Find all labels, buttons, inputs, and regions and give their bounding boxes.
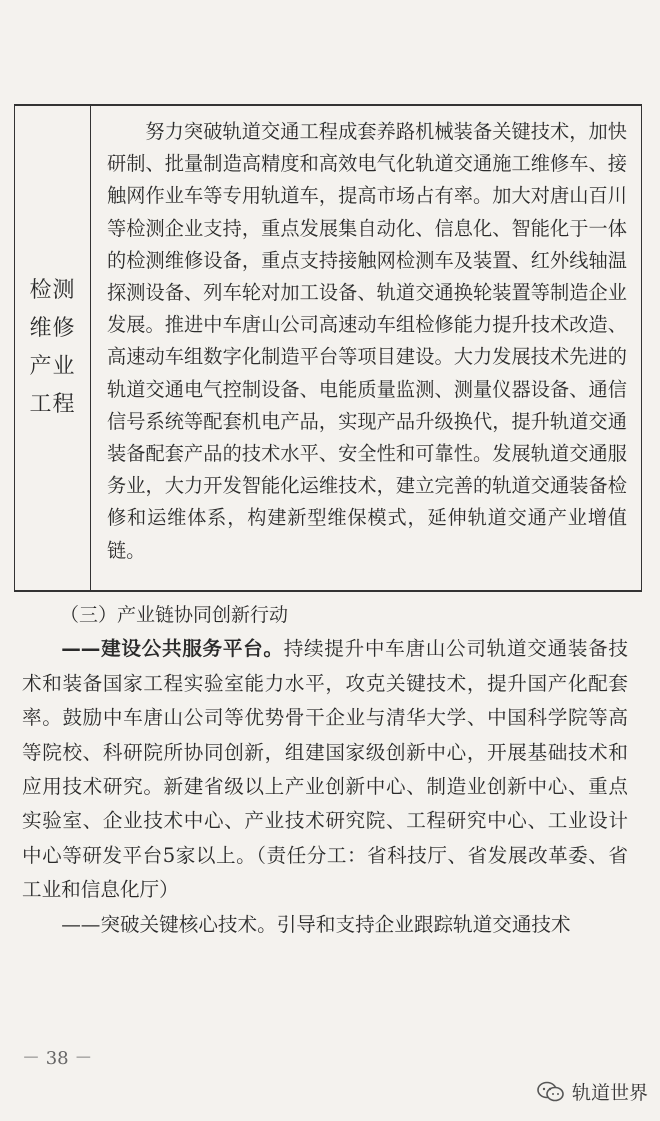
item-title: ——建设公共服务平台。: [61, 637, 284, 661]
item-body: 引导和支持企业跟踪轨道交通技术: [276, 912, 571, 936]
watermark: [536, 1078, 648, 1105]
item-title: ——突破关键核心技术。: [61, 912, 277, 936]
table-content: 努力突破轨道交通工程成套养路机械装备关键技术，加快研制、批量制造高精度和高效电气化轨道交通施工维修车、接触网作业车等专用轨道车，提高市场占有率。加大对唐山百川等检测企业支持，重点发展集自动化、信息化、智能化于一体的检测维修设备，重点支持接触网检测车及装置、红外线轴温探测设备、列车轮对加工设备、轨道交通换轮装置等制造企业发展。推进中车唐山公司高速动车组检修能力提升技术改造、高速动车组数字化制造平台等项目建设。大力发展技术先进的轨道交通电气控制设备、电能质量监测、测量仪器设备、通信信号系统等配套机电产品，实现产品升级换代，提升轨道交通装备配套产品的技术水平、安全性和可靠性。发展轨道交通服务业，大力开发智能化运维技术，建立完善的轨道交通装备检修和运维体系，构建新型维保模式，延伸轨道交通产业增值链。: [107, 120, 627, 562]
body-text: [22, 598, 628, 942]
section-heading: （三）产业链协同创新行动: [60, 604, 289, 626]
paragraph-core-tech: [22, 908, 628, 942]
page-number: － 38 －: [22, 1048, 93, 1069]
table-content-cell: [91, 106, 641, 590]
table-label: 检测维修产业工程: [29, 278, 76, 417]
table-label-cell: [15, 106, 91, 590]
project-table: [14, 104, 642, 592]
watermark-text: 轨道世界: [572, 1082, 649, 1104]
wechat-icon: [536, 1080, 566, 1104]
item-body: 持续提升中车唐山公司轨道交通装备技术和装备国家工程实验室能力水平，攻克关键技术，提升国产化配套率。鼓励中车唐山公司等优势骨干企业与清华大学、中国科学院等高等院校、科研院所协同创新，组建国家级创新中心，开展基础技术和应用技术研究。新建省级以上产业创新中心、制造业创新中心、重点实验室、企业技术中心、产业技术研究院、工程研究中心、工业设计中心等研发平台5家以上。（责任分工：省科技厅、省发展改革委、省工业和信息化厅）: [22, 637, 629, 902]
paragraph-public-platform: [22, 632, 628, 907]
